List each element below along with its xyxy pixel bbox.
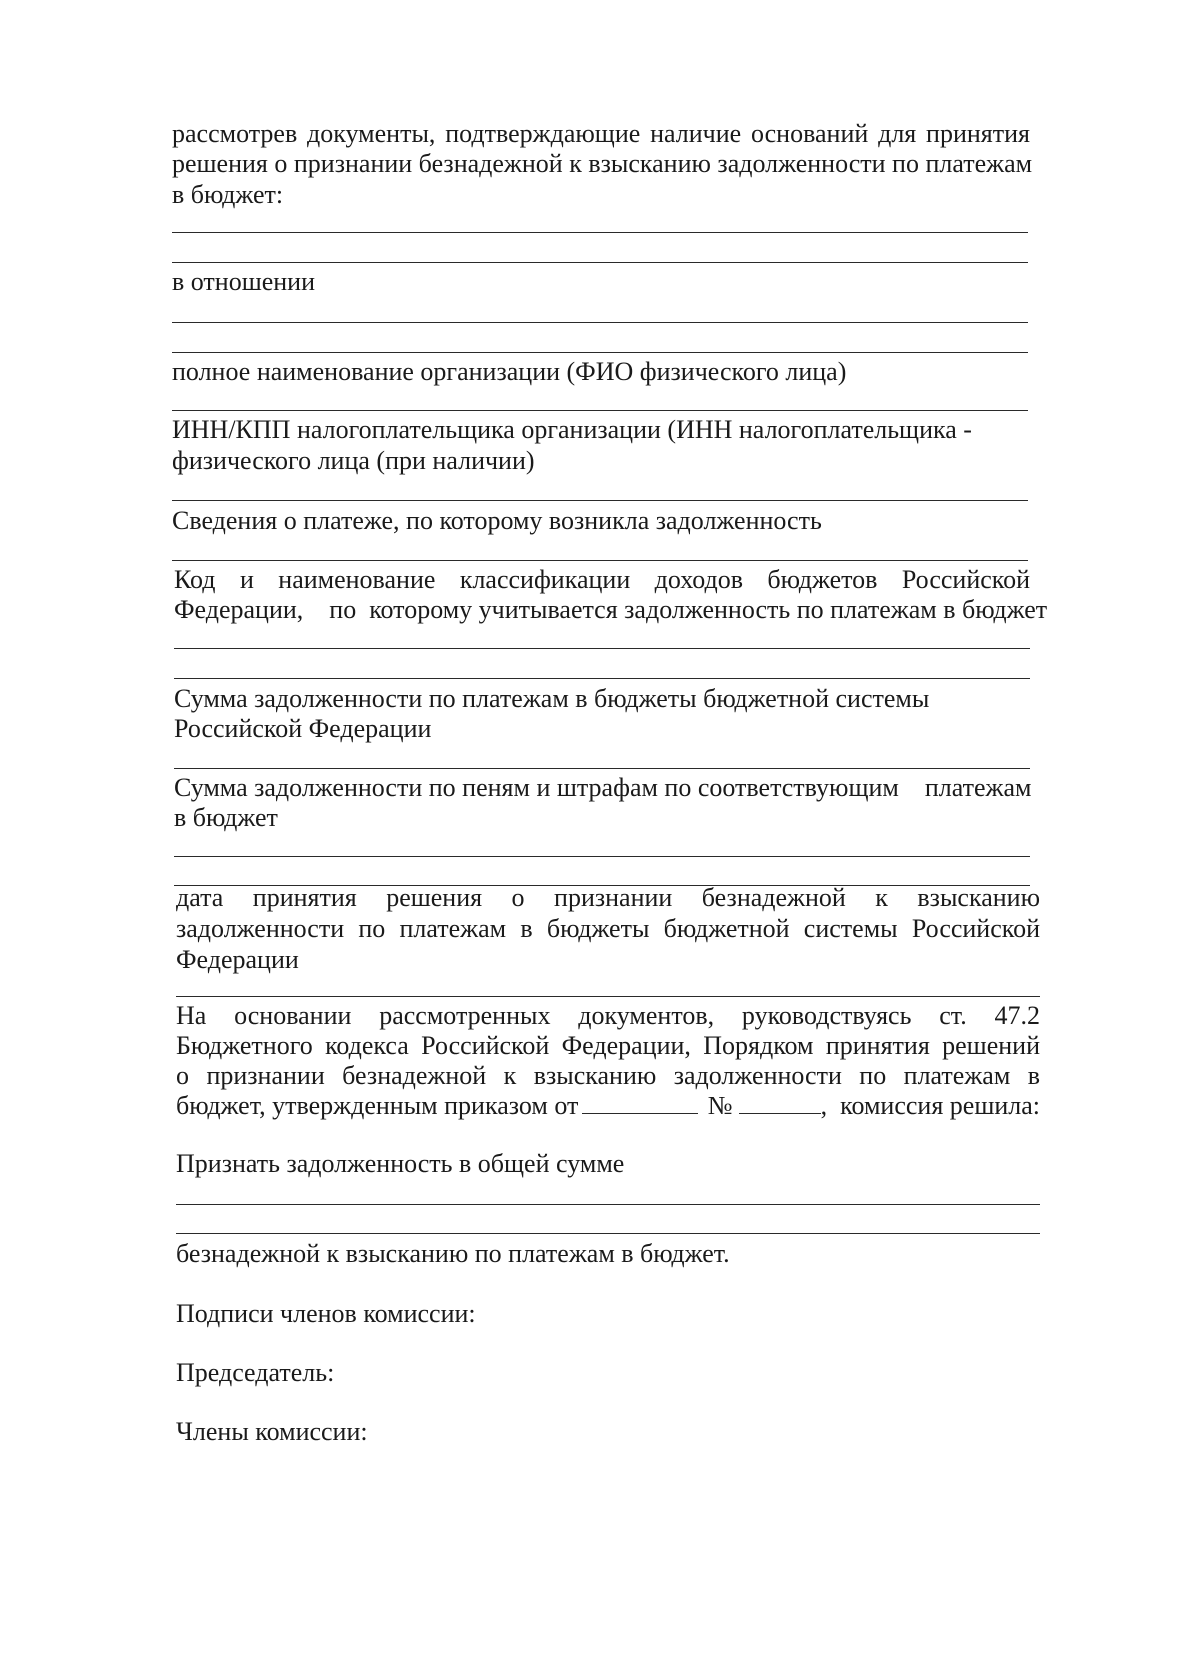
recognize-label: Признать задолженность в общей сумме [176, 1149, 625, 1178]
decision-line-4-text: бюджет, утвержденным приказом от [176, 1091, 579, 1120]
fill-line[interactable] [174, 768, 1030, 769]
payment-info-label: Сведения о платеже, по которому возникла задолженность [172, 506, 822, 535]
number-sign: № [707, 1091, 733, 1120]
fill-line[interactable] [176, 996, 1040, 997]
fill-line[interactable] [172, 262, 1028, 263]
order-number-field[interactable] [739, 1091, 821, 1114]
kbk-label-line-2: Федерации, по которому учитывается задолженность по платежам в бюджет [174, 595, 1048, 624]
fill-line[interactable] [172, 232, 1028, 233]
intro-line-1: рассмотрев документы, подтверждающие наличие оснований для принятия [172, 119, 1030, 148]
regarding-label: в отношении [172, 267, 316, 296]
order-date-field[interactable] [582, 1091, 697, 1114]
decision-line-1: На основании рассмотренных документов, руководствуясь ст. 47.2 [176, 1001, 1040, 1030]
penalty-label-line-2: в бюджет [174, 803, 278, 832]
intro-line-3: в бюджет: [172, 180, 284, 209]
debt-label-line-2: Российской Федерации [174, 714, 432, 743]
chairman-label: Председатель: [176, 1358, 335, 1387]
inn-label-line-2: физического лица (при наличии) [172, 446, 535, 475]
debt-label-line-1: Сумма задолженности по платежам в бюджеты бюджетной системы [174, 684, 930, 713]
penalty-label-line-1: Сумма задолженности по пеням и штрафам по соответствующим платежам [174, 773, 1032, 802]
decision-line-4 [176, 1090, 1040, 1122]
fill-line[interactable] [172, 322, 1028, 323]
date-label-line-2: задолженности по платежам в бюджеты бюджетной системы Российской [176, 914, 1040, 943]
decision-line-2: Бюджетного кодекса Российской Федерации, Порядком принятия решений [176, 1031, 1040, 1060]
fill-line[interactable] [172, 560, 1028, 561]
org-name-label: полное наименование организации (ФИО физического лица) [172, 357, 847, 386]
fill-line[interactable] [174, 678, 1030, 679]
fill-line[interactable] [176, 1204, 1040, 1205]
fill-line[interactable] [174, 856, 1030, 857]
hopeless-label: безнадежной к взысканию по платежам в бюджет. [176, 1239, 730, 1268]
members-label: Члены комиссии: [176, 1417, 368, 1446]
inn-label-line-1: ИНН/КПП налогоплательщика организации (ИНН налогоплательщика - [172, 415, 972, 444]
decision-line-3: о признании безнадежной к взысканию задолженности по платежам в [176, 1061, 1040, 1090]
fill-line[interactable] [172, 500, 1028, 501]
date-label-line-1: дата принятия решения о признании безнадежной к взысканию [176, 883, 1040, 912]
fill-line[interactable] [172, 352, 1028, 353]
intro-line-2: решения о признании безнадежной к взысканию задолженности по платежам [172, 149, 1033, 178]
date-label-line-3: Федерации [176, 945, 299, 974]
fill-line[interactable] [176, 1233, 1040, 1234]
fill-line[interactable] [172, 410, 1028, 411]
signatures-title: Подписи членов комиссии: [176, 1299, 476, 1328]
kbk-label-line-1: Код и наименование классификации доходов бюджетов Российской [174, 565, 1030, 594]
decision-line-4-end: , комиссия решила: [820, 1091, 1040, 1120]
fill-line[interactable] [174, 648, 1030, 649]
